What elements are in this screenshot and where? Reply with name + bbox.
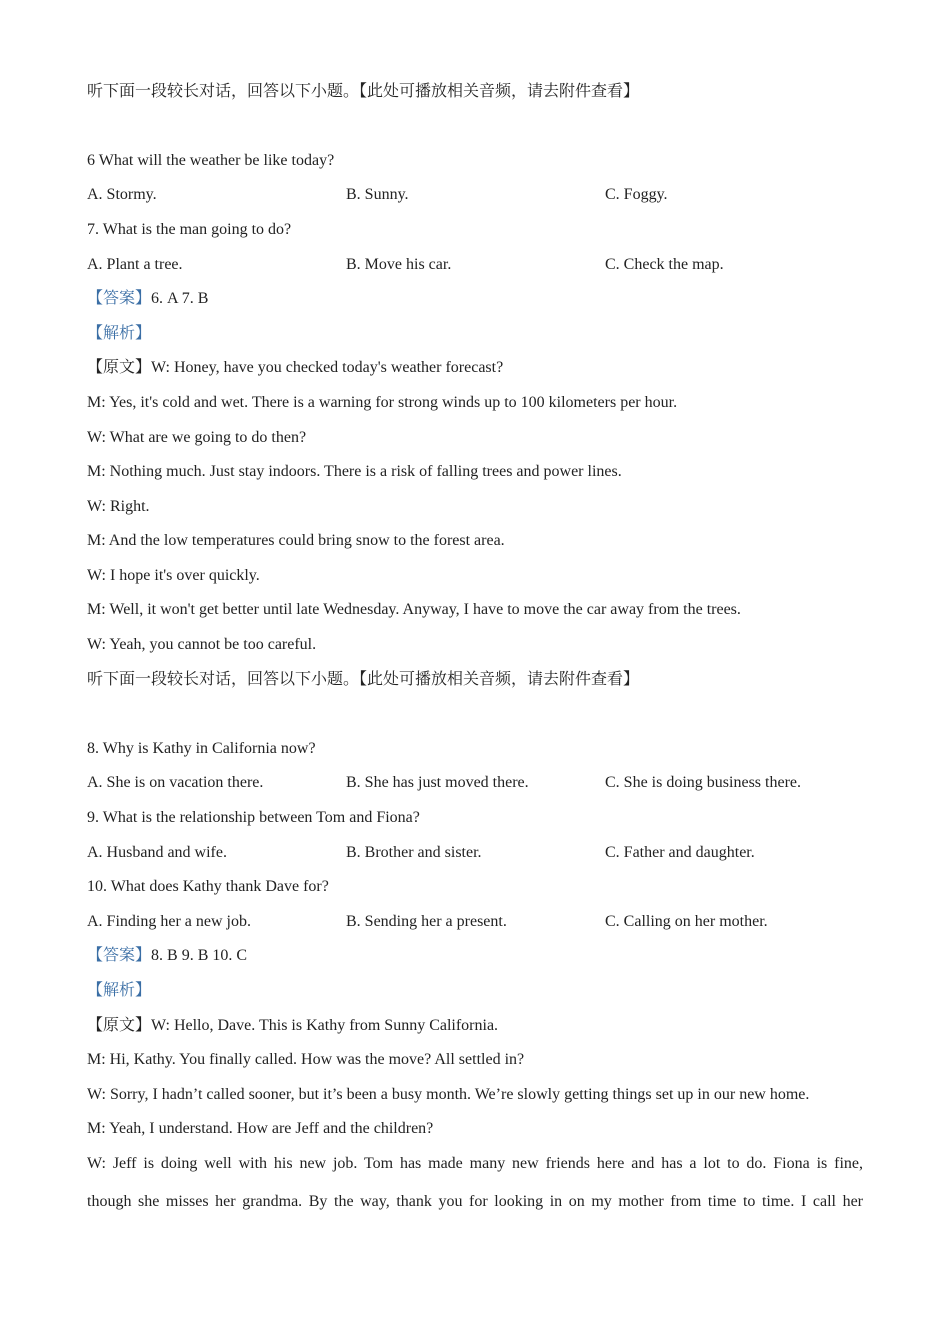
answer-line bbox=[87, 289, 208, 309]
transcript-line: 【原文】W: Honey, have you checked today's weather forecast? bbox=[87, 359, 504, 376]
question-6-stem: 6 What will the weather be like today? bbox=[87, 152, 335, 169]
option-a[interactable]: A. She is on vacation there. bbox=[87, 774, 264, 791]
transcript-line: 【原文】W: Hello, Dave. This is Kathy from Sunny California. bbox=[87, 1017, 499, 1034]
transcript-line: M: Hi, Kathy. You finally called. How was the move? All settled in? bbox=[87, 1051, 525, 1068]
transcript-line: M: And the low temperatures could bring snow to the forest area. bbox=[87, 532, 505, 549]
option-a[interactable]: A. Stormy. bbox=[87, 186, 157, 203]
option-c[interactable]: C. Calling on her mother. bbox=[605, 913, 768, 930]
transcript-line: W: I hope it's over quickly. bbox=[87, 567, 260, 584]
transcript-line: M: Well, it won't get better until late Wednesday. Anyway, I have to move the car away from the trees. bbox=[87, 601, 741, 618]
option-c[interactable]: C. Check the map. bbox=[605, 256, 724, 273]
answer-text: 6. A 7. B bbox=[151, 290, 209, 307]
transcript-line: M: Nothing much. Just stay indoors. There is a risk of falling trees and power lines. bbox=[87, 463, 622, 480]
option-a[interactable]: A. Husband and wife. bbox=[87, 844, 227, 861]
question-9-stem: 9. What is the relationship between Tom and Fiona? bbox=[87, 809, 420, 826]
transcript-line: M: Yes, it's cold and wet. There is a warning for strong winds up to 100 kilometers per hour. bbox=[87, 394, 678, 411]
question-8-options bbox=[87, 773, 863, 793]
option-c[interactable]: C. Father and daughter. bbox=[605, 844, 755, 861]
listening-instruction: 听下面一段较长对话，回答以下小题。【此处可播放相关音频，请去附件查看】 bbox=[87, 671, 640, 688]
listening-instruction: 听下面一段较长对话，回答以下小题。【此处可播放相关音频，请去附件查看】 bbox=[87, 83, 640, 100]
option-a[interactable]: A. Plant a tree. bbox=[87, 256, 183, 273]
answer-text: 8. B 9. B 10. C bbox=[151, 947, 248, 964]
analysis-tag: 【解析】 bbox=[87, 982, 152, 999]
option-a[interactable]: A. Finding her a new job. bbox=[87, 913, 251, 930]
transcript-line: W: Sorry, I hadn’t called sooner, but it’s been a busy month. We’re slowly getting things set up in our new home. bbox=[87, 1086, 810, 1103]
answer-line bbox=[87, 946, 247, 966]
answer-tag: 【答案】 bbox=[87, 947, 152, 964]
transcript-line: though she misses her grandma. By the way, thank you for looking in on my mother from time to time. I call her bbox=[87, 1193, 863, 1210]
question-8-stem: 8. Why is Kathy in California now? bbox=[87, 740, 316, 757]
question-10-options bbox=[87, 912, 863, 932]
option-b[interactable]: B. Sending her a present. bbox=[346, 913, 507, 930]
transcript-line: W: Jeff is doing well with his new job. Tom has made many new friends here and has a lot to do. Fiona is fine, bbox=[87, 1155, 863, 1172]
question-9-options bbox=[87, 843, 863, 863]
transcript-line: W: What are we going to do then? bbox=[87, 429, 307, 446]
option-b[interactable]: B. She has just moved there. bbox=[346, 774, 529, 791]
transcript-line: W: Right. bbox=[87, 498, 150, 515]
option-b[interactable]: B. Move his car. bbox=[346, 256, 452, 273]
transcript-line: M: Yeah, I understand. How are Jeff and the children? bbox=[87, 1120, 434, 1137]
option-c[interactable]: C. Foggy. bbox=[605, 186, 668, 203]
option-c[interactable]: C. She is doing business there. bbox=[605, 774, 801, 791]
question-7-stem: 7. What is the man going to do? bbox=[87, 221, 292, 238]
question-7-options bbox=[87, 255, 863, 275]
analysis-tag: 【解析】 bbox=[87, 325, 152, 342]
question-6-options bbox=[87, 185, 863, 205]
transcript-line: W: Yeah, you cannot be too careful. bbox=[87, 636, 317, 653]
option-b[interactable]: B. Brother and sister. bbox=[346, 844, 482, 861]
answer-tag: 【答案】 bbox=[87, 290, 152, 307]
option-b[interactable]: B. Sunny. bbox=[346, 186, 409, 203]
question-10-stem: 10. What does Kathy thank Dave for? bbox=[87, 878, 329, 895]
